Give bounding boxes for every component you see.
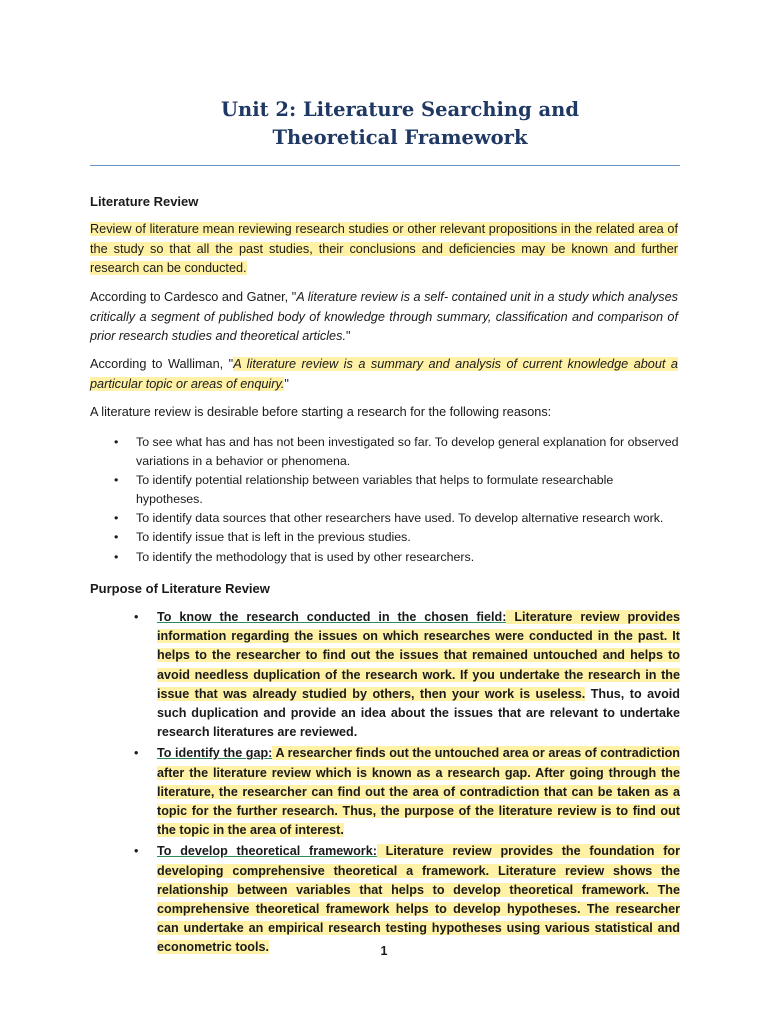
- definition-paragraph: [90, 220, 678, 279]
- walliman-prefix: According to Walliman, ": [90, 357, 234, 371]
- title-line-1: Unit 2: Literature Searching and: [221, 98, 579, 121]
- walliman-suffix: ": [284, 376, 289, 391]
- list-item: • To identify issue that is left in the previous studies.: [90, 528, 680, 547]
- literature-review-heading: Literature Review: [90, 194, 199, 209]
- title-line-2: Theoretical Framework: [272, 126, 528, 149]
- page-title: [90, 96, 710, 152]
- purpose-heading: Purpose of Literature Review: [90, 581, 270, 596]
- reasons-list: [90, 433, 680, 567]
- cardesco-prefix: According to Cardesco and Gatner, ": [90, 290, 297, 304]
- list-item: • To identify the methodology that is used by other researchers.: [90, 548, 680, 567]
- list-item: [90, 744, 680, 840]
- purpose-item-title: To develop theoretical framework:: [157, 844, 377, 859]
- cardesco-paragraph: [90, 288, 678, 347]
- list-item: • To identify potential relationship between variables that helps to formulate researchable hypotheses.: [90, 471, 680, 509]
- purpose-item-highlight: A researcher finds out the untouched area or areas of contradiction after the literature review which is known as a research gap. After going through the literature, the researcher can find out the area of contradiction that can be taken as a topic for the further research. Thus, the purpose of the literature review is to find out the topic in the area of interest.: [157, 746, 680, 838]
- purpose-list: [90, 608, 680, 960]
- walliman-quote: A literature review is a summary and analysis of current knowledge about a particular topic or areas of enquiry.: [90, 357, 678, 391]
- purpose-item-text: Thus, to avoid such duplication and provide an idea about the issues that are relevant to undertake research literatures are reviewed.: [157, 686, 681, 740]
- purpose-item-title: To identify the gap:: [157, 746, 273, 761]
- purpose-item-title: To know the research conducted in the chosen field:: [157, 610, 507, 624]
- cardesco-suffix: ": [346, 329, 351, 344]
- walliman-paragraph: [90, 355, 678, 394]
- list-item: [90, 608, 680, 742]
- purpose-item-highlight: Literature review provides information regarding the issues on which researches were conducted in the past. It helps to the researcher to find out the issues that remained untouched and helps to avoid needless duplication of the research work. If you undertake the research in the issue that was already studied by others, then your work is useless.: [157, 610, 680, 701]
- list-item: • To see what has and has not been investigated so far. To develop general explanation for observed variations in a behavior or phenomena.: [90, 433, 680, 471]
- list-item: [90, 842, 680, 957]
- list-item: • To identify data sources that other researchers have used. To develop alternative research work.: [90, 509, 680, 528]
- cardesco-quote: A literature review is a self- contained unit in a study which analyses critically a segment of published body of knowledge through summary, classification and comparison of prior research studies and theoretical articles.: [90, 290, 678, 344]
- page-number: 1: [380, 944, 388, 958]
- purpose-item-highlight: Literature review provides the foundation for developing comprehensive theoretical a framework. Literature review shows the relationship between variables that helps to develop theoretical framework. The comprehensive theoretical framework helps to develop hypotheses. The researcher can undertake an empirical research testing hypotheses using various statistical and econometric tools.: [157, 844, 680, 955]
- definition-text: Review of literature mean reviewing research studies or other relevant propositions in the related area of the study so that all the past studies, their conclusions and deficiencies may be known and further research can be conducted.: [90, 222, 678, 276]
- reasons-intro: A literature review is desirable before starting a research for the following reasons:: [90, 405, 552, 419]
- title-divider: [90, 165, 680, 166]
